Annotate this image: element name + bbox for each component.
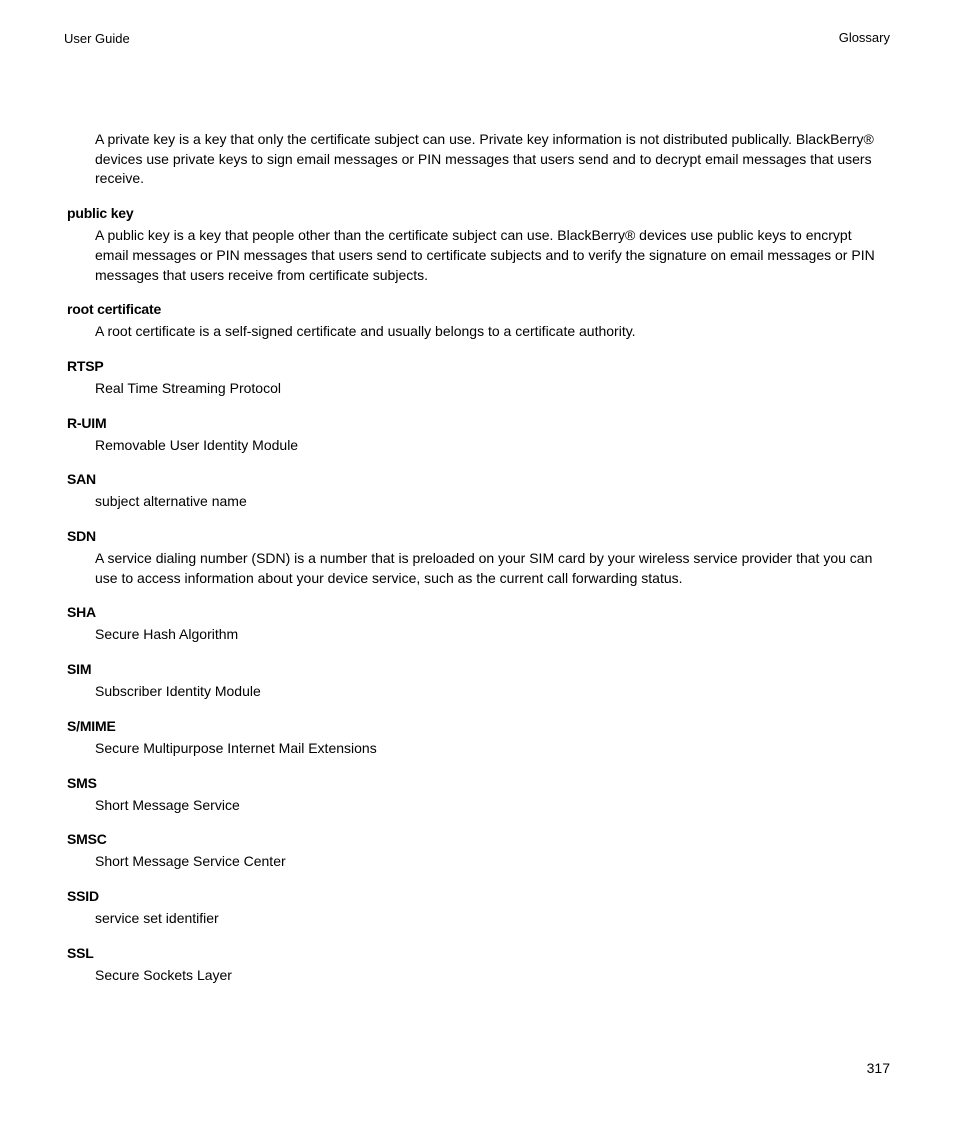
glossary-entry-ssid: [67, 888, 887, 929]
glossary-definition: Short Message Service: [95, 796, 240, 813]
glossary-definition: A service dialing number (SDN) is a number that is preloaded on your SIM card by your wireless service provider that you can use to access information about your device service, such as the current call forwarding status.: [95, 550, 873, 586]
glossary-entry-rtsp: [67, 358, 887, 399]
glossary-content: [67, 130, 887, 1001]
glossary-term: SSL: [67, 944, 94, 961]
glossary-term: RTSP: [67, 357, 104, 374]
glossary-term: S/MIME: [67, 717, 116, 734]
glossary-definition: subject alternative name: [95, 493, 247, 510]
glossary-entry-sim: [67, 661, 887, 702]
glossary-entry-san: [67, 471, 887, 512]
glossary-term: SAN: [67, 471, 96, 488]
glossary-entry-sdn: [67, 528, 887, 588]
page-number: 317: [866, 1060, 890, 1076]
glossary-definition: Removable User Identity Module: [95, 436, 299, 453]
glossary-entry-s-mime: [67, 718, 887, 759]
glossary-term: SSID: [67, 887, 99, 904]
glossary-term: SIM: [67, 661, 92, 678]
private-key-definition: A private key is a key that only the certificate subject can use. Private key information is not distributed publically. BlackBerry® devices use private keys to sign email messages or PIN messages that users send and to decrypt email messages that users receive.: [95, 131, 874, 187]
glossary-entry-public-key: [67, 205, 887, 285]
glossary-entry-sms: [67, 775, 887, 816]
glossary-definition: service set identifier: [95, 909, 219, 926]
glossary-entry-smsc: [67, 831, 887, 872]
glossary-definition: A root certificate is a self-signed certificate and usually belongs to a certificate authority.: [95, 323, 636, 340]
glossary-term: public key: [67, 205, 134, 222]
glossary-entry-sha: [67, 604, 887, 645]
glossary-entry-ssl: [67, 945, 887, 986]
glossary-term: SMSC: [67, 831, 107, 848]
header-section-title: Glossary: [838, 30, 890, 45]
glossary-term: SMS: [67, 774, 97, 791]
glossary-definition: Secure Multipurpose Internet Mail Extensions: [95, 739, 377, 756]
glossary-entry-r-uim: [67, 415, 887, 456]
glossary-entry-root-certificate: [67, 301, 887, 342]
glossary-term: R-UIM: [67, 414, 107, 431]
glossary-term: SDN: [67, 528, 96, 545]
glossary-term: SHA: [67, 604, 96, 621]
glossary-definition: Real Time Streaming Protocol: [95, 379, 281, 396]
header-document-title: User Guide: [64, 31, 130, 46]
glossary-definition: Secure Sockets Layer: [95, 966, 232, 983]
glossary-definition: A public key is a key that people other than the certificate subject can use. BlackBerry® devices use public keys to encrypt email messages or PIN messages that users send to certificate subjects and to verify the signature on email messages or PIN messages that users receive from certificate subjects.: [95, 227, 875, 283]
glossary-definition: Secure Hash Algorithm: [95, 626, 239, 643]
glossary-definition: Subscriber Identity Module: [95, 683, 261, 700]
glossary-definition: Short Message Service Center: [95, 853, 286, 870]
glossary-term: root certificate: [67, 301, 162, 318]
